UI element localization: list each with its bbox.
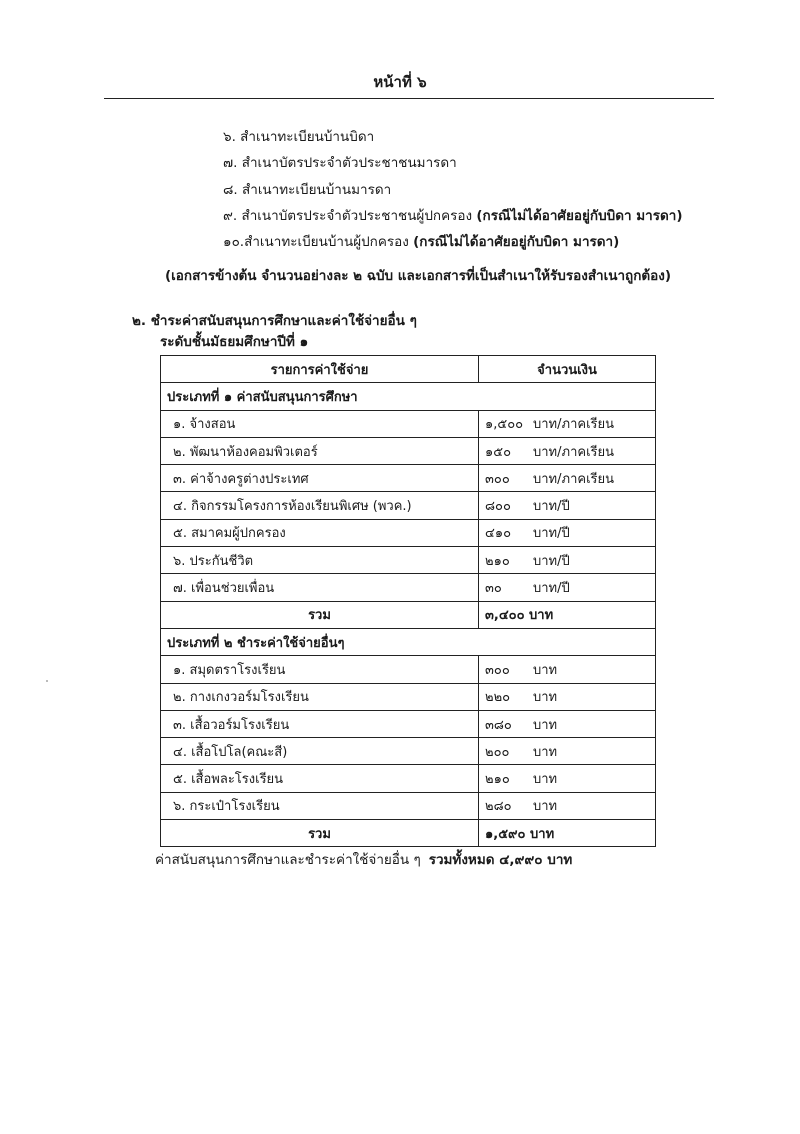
table-row [161, 792, 656, 819]
document-text: ๗. สำเนาบัตรประจำตัวประชาชนมารดา [223, 155, 457, 172]
fee-item-amount [479, 519, 656, 546]
fee-item-name: ๖. ประกันชีวิต [161, 547, 479, 574]
document-item [223, 177, 683, 203]
fee-item-amount [479, 492, 656, 519]
fee-item-name: ๕. สมาคมผู้ปกครอง [161, 519, 479, 546]
fee-item-amount [479, 656, 656, 683]
amount-unit: บาท [533, 772, 558, 788]
amount-unit: บาท/ปี [533, 526, 570, 542]
amount-value: ๔๑๐ [485, 526, 512, 542]
fee-item-name: ๓. ค่าจ้างครูต่างประเทศ [161, 465, 479, 492]
amount-value: ๒๐๐ [485, 744, 510, 760]
amount-value: ๒๒๐ [485, 690, 511, 706]
fee-item-amount [479, 765, 656, 792]
amount-value: ๒๑๐ [485, 553, 510, 569]
amount-unit: บาท [533, 690, 558, 706]
fee-item-name: ๕. เสื้อพละโรงเรียน [161, 765, 479, 792]
category-row [161, 628, 656, 655]
table-row [161, 465, 656, 492]
amount-value: ๓๐ [485, 581, 502, 597]
table-row [161, 574, 656, 601]
table-row [161, 710, 656, 737]
fee-item-name: ๒. พัฒนาห้องคอมพิวเตอร์ [161, 437, 479, 464]
grand-total-line [155, 848, 572, 872]
table-row [161, 410, 656, 437]
subtotal-row [161, 601, 656, 628]
page-number: หน้าที่ ๖ [373, 73, 427, 91]
category-row [161, 383, 656, 410]
fee-item-amount [479, 437, 656, 464]
subtotal-label: รวม [161, 820, 479, 847]
document-text: ๙. สำเนาบัตรประจำตัวประชาชนผู้ปกครอง [223, 207, 473, 224]
fee-item-name: ๔. กิจกรรมโครงการห้องเรียนพิเศษ (พวค.) [161, 492, 479, 519]
amount-unit: บาท/ปี [533, 499, 570, 515]
amount-value: ๓๐๐ [485, 471, 510, 487]
fee-item-name: ๗. เพื่อนช่วยเพื่อน [161, 574, 479, 601]
fee-table [160, 355, 656, 847]
header-divider [104, 98, 714, 99]
fee-item-amount [479, 410, 656, 437]
category-title: ประเภทที่ ๒ ชำระค่าใช้จ่ายอื่นๆ [161, 628, 656, 655]
column-header-item: รายการค่าใช้จ่าย [161, 356, 479, 383]
amount-value: ๒๘๐ [485, 799, 512, 815]
amount-unit: บาท/ภาคเรียน [533, 417, 614, 433]
subtotal-amount: ๑,๕๙๐ บาท [479, 820, 656, 847]
document-text: ๑๐.สำเนาทะเบียนบ้านผู้ปกครอง [223, 234, 409, 251]
summary-text: ค่าสนับสนุนการศึกษาและชำระค่าใช้จ่ายอื่น ๆ [155, 852, 421, 868]
amount-value: ๓๐๐ [485, 662, 510, 678]
amount-unit: บาท/ภาคเรียน [533, 444, 614, 460]
subtotal-amount: ๓,๔๐๐ บาท [479, 601, 656, 628]
amount-unit: บาท/ปี [533, 553, 570, 569]
subtotal-label: รวม [161, 601, 479, 628]
table-row [161, 519, 656, 546]
fee-item-name: ๑. สมุดตราโรงเรียน [161, 656, 479, 683]
amount-value: ๑,๕๐๐ [485, 417, 524, 433]
document-item [223, 203, 683, 229]
scan-speck [46, 680, 48, 682]
table-row [161, 765, 656, 792]
fee-item-amount [479, 738, 656, 765]
document-text: ๖. สำเนาทะเบียนบ้านบิดา [223, 129, 375, 145]
document-condition: (กรณีไม่ได้อาศัยอยู่กับบิดา มารดา) [476, 207, 683, 224]
amount-value: ๑๕๐ [485, 444, 512, 460]
document-condition: (กรณีไม่ได้อาศัยอยู่กับบิดา มารดา) [413, 234, 620, 251]
amount-value: ๘๐๐ [485, 499, 511, 515]
column-header-amount: จำนวนเงิน [479, 356, 656, 383]
fee-item-amount [479, 465, 656, 492]
amount-value: ๒๑๐ [485, 772, 510, 788]
subtotal-row [161, 820, 656, 847]
amount-unit: บาท [533, 744, 558, 760]
table-header-row [161, 356, 656, 383]
fee-item-amount [479, 792, 656, 819]
amount-unit: บาท [533, 662, 558, 678]
table-row [161, 656, 656, 683]
amount-value: ๓๘๐ [485, 717, 512, 733]
fee-item-amount [479, 683, 656, 710]
section-title: ๒. ชำระค่าสนับสนุนการศึกษาและค่าใช้จ่ายอื่น ๆ [132, 313, 417, 329]
amount-unit: บาท [533, 717, 558, 733]
fee-item-name: ๔. เสื้อโปโล(คณะสี) [161, 738, 479, 765]
table-row [161, 683, 656, 710]
table-row [161, 547, 656, 574]
table-row [161, 437, 656, 464]
document-item [223, 150, 683, 176]
fee-item-name: ๖. กระเป๋าโรงเรียน [161, 792, 479, 819]
grade-level: ระดับชั้นมัธยมศึกษาปีที่ ๑ [160, 334, 309, 350]
grand-total: รวมทั้งหมด ๔,๙๙๐ บาท [428, 852, 573, 868]
amount-unit: บาท/ภาคเรียน [533, 471, 614, 487]
documents-note: (เอกสารข้างต้น จำนวนอย่างละ ๒ ฉบับ และเอกสารที่เป็นสำเนาให้รับรองสำเนาถูกต้อง) [165, 268, 672, 284]
fee-item-amount [479, 710, 656, 737]
fee-item-name: ๒. กางเกงวอร์มโรงเรียน [161, 683, 479, 710]
fee-item-amount [479, 574, 656, 601]
required-documents-list [223, 124, 683, 255]
document-text: ๘. สำเนาทะเบียนบ้านมารดา [223, 181, 392, 198]
document-item [223, 124, 683, 150]
amount-unit: บาท [533, 799, 558, 815]
table-row [161, 492, 656, 519]
document-item [223, 229, 683, 255]
table-row [161, 738, 656, 765]
amount-unit: บาท/ปี [533, 581, 570, 597]
fee-item-name: ๓. เสื้อวอร์มโรงเรียน [161, 710, 479, 737]
fee-item-amount [479, 547, 656, 574]
category-title: ประเภทที่ ๑ ค่าสนับสนุนการศึกษา [161, 383, 656, 410]
fee-item-name: ๑. จ้างสอน [161, 410, 479, 437]
